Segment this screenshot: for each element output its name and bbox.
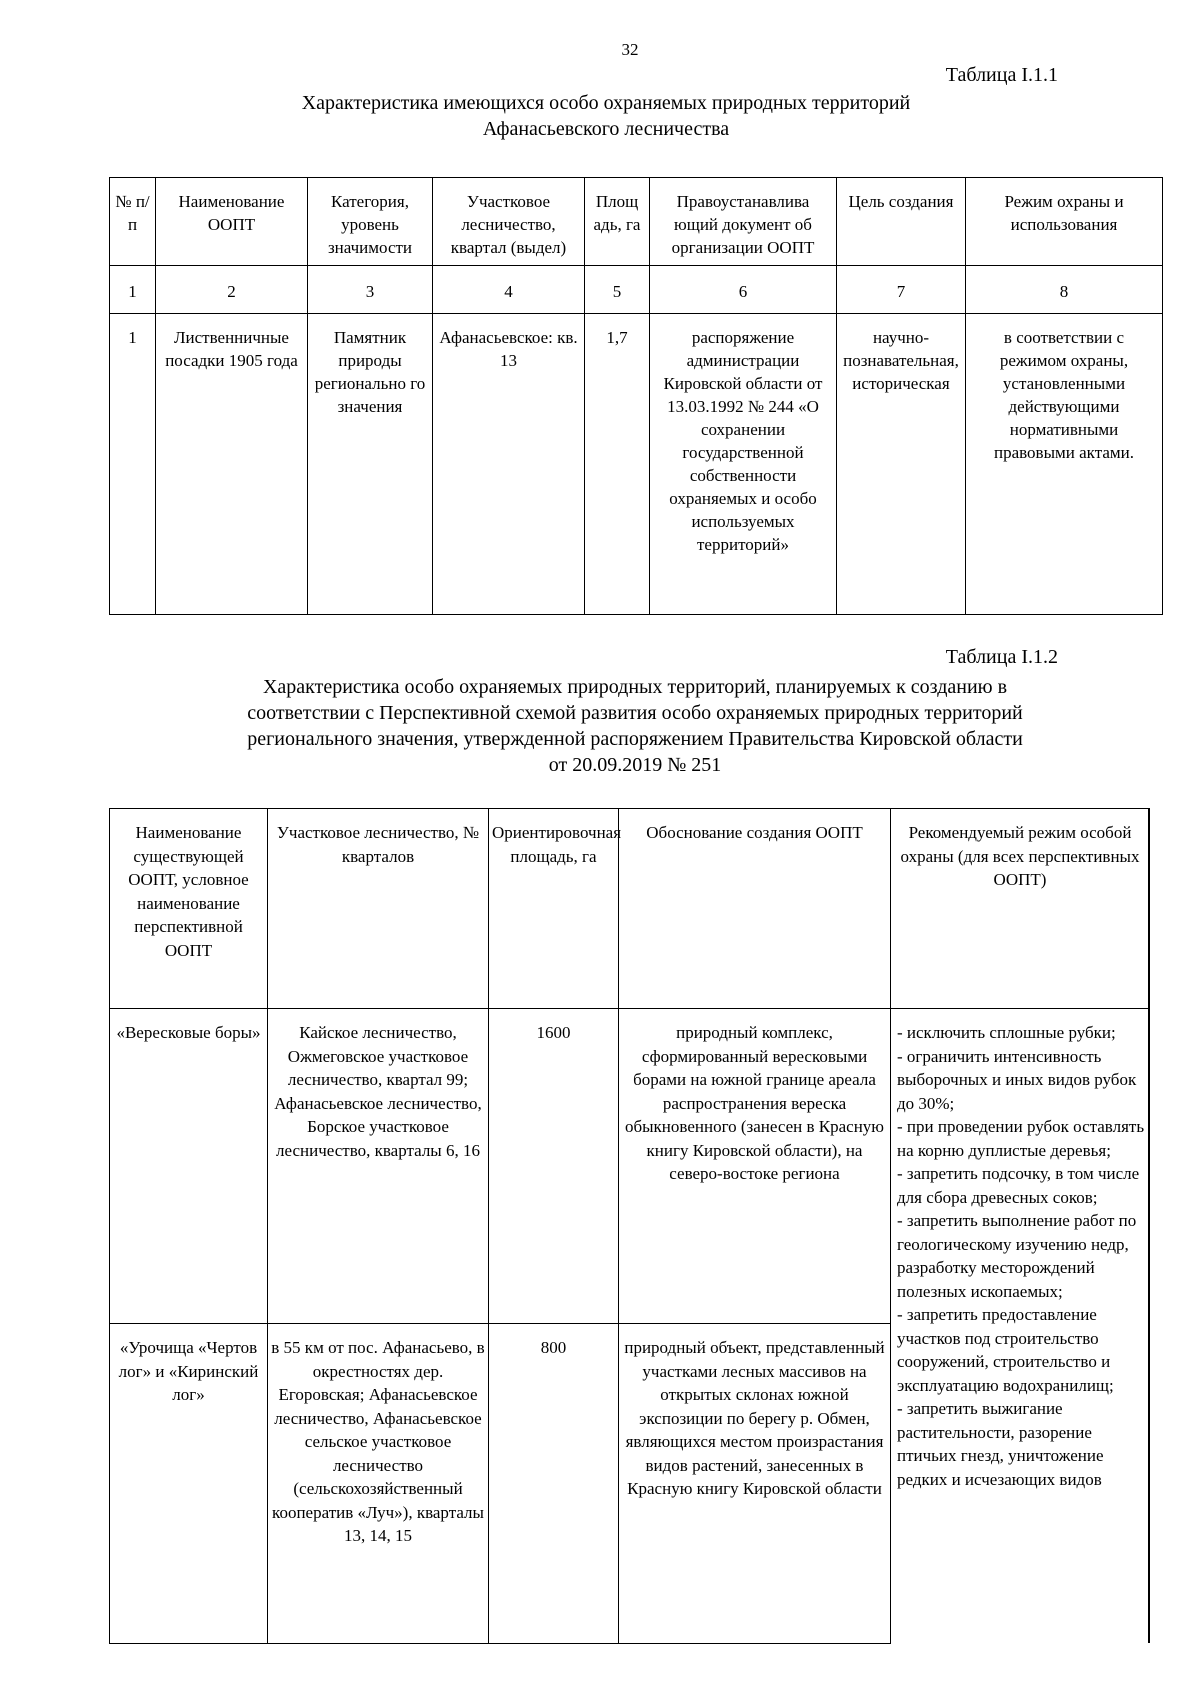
t1-row-document: распоряжение администрации Кировской области от 13.03.1992 № 244 «О сохранении государственной собственности охраняемых и особо используемых территорий» (650, 314, 837, 615)
t1-colnum-8: 8 (966, 266, 1163, 314)
t1-header-area: Площ адь, га (585, 178, 650, 266)
page-number: 32 (621, 40, 639, 59)
t1-row-location: Афанасьевское: кв. 13 (433, 314, 585, 615)
list-item: - при проведении рубок оставлять на корню дуплистые деревья; (897, 1117, 1145, 1160)
table1-label: Таблица I.1.1 (945, 64, 1058, 86)
table1-title (0, 90, 1200, 142)
list-item: - ограничить интенсивность выборочных и иных видов рубок до 30%; (897, 1046, 1137, 1113)
t1-colnum-2: 2 (156, 266, 308, 314)
t2-row2-reason: природный объект, представленный участками лесных массивов на открытых склонах южной экспозиции по берегу р. Обмен, являющихся местом произрастания видов растений, занесенных в Красную книгу Кировской области (619, 1324, 891, 1644)
t2-header-location: Участковое лесничество, № кварталов (268, 809, 489, 1009)
t1-header-num: № п/п (110, 178, 156, 266)
table2-title-line4: от 20.09.2019 № 251 (548, 754, 722, 776)
table2-title (0, 674, 1200, 778)
t2-row1-location: Кайское лесничество, Ожмеговское участковое лесничество, квартал 99; Афанасьевское лесничество, Борское участковое лесничество, кварталы 6, 16 (268, 1009, 489, 1324)
table2 (109, 808, 1150, 1644)
t2-row1-area: 1600 (489, 1009, 619, 1324)
t1-header-category: Категория, уровень значимости (308, 178, 433, 266)
table2-label: Таблица I.1.2 (945, 646, 1058, 668)
t2-header-name: Наименование существующей ООПТ, условное наименование перспективной ООПТ (110, 809, 268, 1009)
t2-header-area: Ориентировочная площадь, га (489, 809, 619, 1009)
t2-regime-list (891, 1009, 1150, 1644)
t1-colnum-7: 7 (837, 266, 966, 314)
t1-colnum-3: 3 (308, 266, 433, 314)
table1-title-line2: Афанасьевского лесничества (482, 118, 730, 140)
t1-header-regime: Режим охраны и использования (966, 178, 1163, 266)
table-row (110, 1009, 1150, 1324)
table2-title-line1: Характеристика особо охраняемых природных территорий, планируемых к созданию в (262, 676, 1008, 698)
t2-row2-location: в 55 км от пос. Афанасьево, в окрестностях дер. Егоровская; Афанасьевское лесничество, Афанасьевское сельское участковое лесничество (сельскохозяйственный кооператив «Луч»), кварталы 13, 14, 15 (268, 1324, 489, 1644)
t1-colnum-1: 1 (110, 266, 156, 314)
t1-header-location: Участковое лесничество, квартал (выдел) (433, 178, 585, 266)
table1 (109, 177, 1163, 615)
table1-title-line1: Характеристика имеющихся особо охраняемых природных территорий (301, 92, 911, 114)
t2-header-regime: Рекомендуемый режим особой охраны (для всех перспективных ООПТ) (891, 809, 1150, 1009)
t2-header-reason: Обоснование создания ООПТ (619, 809, 891, 1009)
t1-header-document: Правоустанавлива ющий документ об организации ООПТ (650, 178, 837, 266)
t1-row-regime: в соответствии с режимом охраны, установленными действующими нормативными правовыми актами. (966, 314, 1163, 615)
table2-title-line2: соответствии с Перспективной схемой развития особо охраняемых природных территорий (247, 702, 1023, 724)
t1-colnum-6: 6 (650, 266, 837, 314)
t1-header-name: Наименование ООПТ (156, 178, 308, 266)
list-item: - исключить сплошные рубки; (897, 1023, 1116, 1042)
t1-row-num: 1 (110, 314, 156, 615)
t1-row-area: 1,7 (585, 314, 650, 615)
t1-row-name: Лиственничные посадки 1905 года (156, 314, 308, 615)
t2-row2-name: «Урочища «Чертов лог» и «Киринский лог» (110, 1324, 268, 1644)
t1-colnum-5: 5 (585, 266, 650, 314)
t2-row1-reason: природный комплекс, сформированный вересковыми борами на южной границе ареала распространения вереска обыкновенного (занесен в Красную книгу Кировской области), на северо-востоке региона (619, 1009, 891, 1324)
table2-title-line3: регионального значения, утвержденной распоряжением Правительства Кировской области (247, 728, 1023, 750)
table-row (110, 314, 1163, 615)
t1-header-purpose: Цель создания (837, 178, 966, 266)
t1-row-category: Памятник природы регионально го значения (308, 314, 433, 615)
t1-colnum-4: 4 (433, 266, 585, 314)
t2-row2-area: 800 (489, 1324, 619, 1644)
list-item: - запретить подсочку, в том числе для сбора древесных соков; (897, 1164, 1140, 1207)
list-item: - запретить выполнение работ по геологическому изучению недр, разработку месторождений полезных ископаемых; (897, 1211, 1137, 1301)
t2-row1-name: «Вересковые боры» (110, 1009, 268, 1324)
list-item: - запретить предоставление участков под строительство сооружений, строительство и эксплуатацию водохранилищ; (897, 1305, 1114, 1395)
list-item: - запретить выжигание растительности, разорение птичьих гнезд, уничтожение редких и исчезающих видов (897, 1399, 1104, 1489)
t1-row-purpose: научно-познавательная, историческая (837, 314, 966, 615)
table2-right-border (1148, 808, 1150, 1643)
